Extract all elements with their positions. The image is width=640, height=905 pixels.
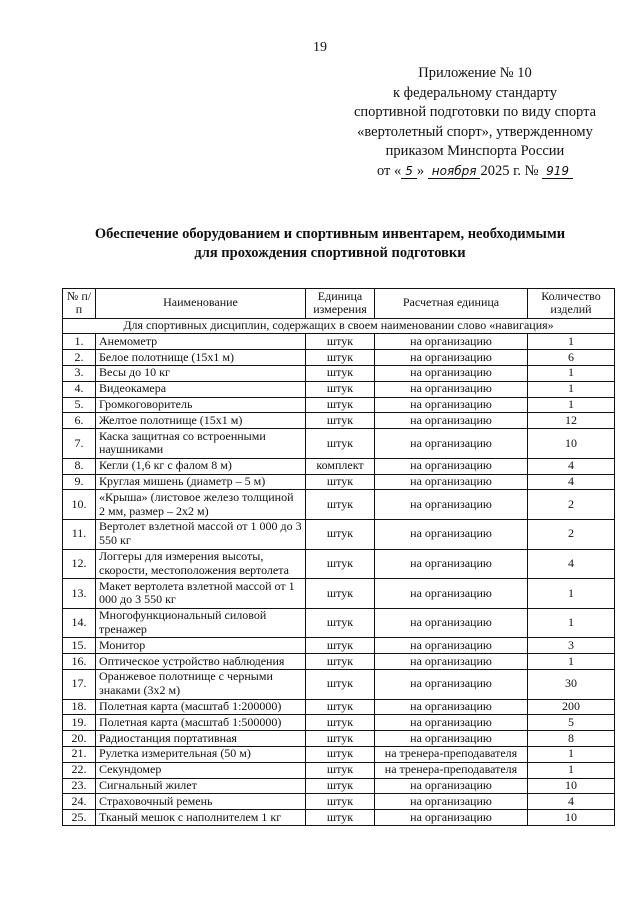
calc-unit: на организацию [375,731,528,747]
quantity: 10 [528,778,615,794]
table-row [63,746,615,762]
calc-unit: на организацию [375,458,528,474]
table-row [63,715,615,731]
unit: штук [306,715,375,731]
item-name: Сигнальный жилет [96,778,306,794]
row-number: 12. [63,549,96,579]
table-row [63,458,615,474]
calc-unit: на организацию [375,474,528,490]
calc-unit: на организацию [375,334,528,350]
calc-unit: на организацию [375,579,528,609]
date-mid: » [416,162,425,179]
calc-unit: на организацию [375,429,528,459]
calc-unit: на организацию [375,794,528,810]
calc-unit: на организацию [375,669,528,699]
table-row [63,778,615,794]
unit: штук [306,490,375,520]
calc-unit: на организацию [375,350,528,366]
calc-unit: на организацию [375,715,528,731]
section-title: Для спортивных дисциплин, содержащих в своем наименовании слово «навигация» [63,318,615,334]
header-quantity: Количество изделий [528,289,615,319]
header-unit: Единица измерения [306,289,375,319]
item-name: Полетная карта (масштаб 1:500000) [96,715,306,731]
unit: штук [306,334,375,350]
date-prefix: от « [376,162,402,179]
calc-unit: на организацию [375,397,528,413]
table-row [63,579,615,609]
row-number: 4. [63,381,96,397]
calc-unit: на организацию [375,638,528,654]
quantity: 30 [528,669,615,699]
quantity: 6 [528,350,615,366]
calc-unit: на организацию [375,490,528,520]
table-row [63,334,615,350]
row-number: 18. [63,699,96,715]
table-row [63,762,615,778]
table-row [63,638,615,654]
unit: штук [306,778,375,794]
row-number: 19. [63,715,96,731]
table-row [63,474,615,490]
row-number: 6. [63,413,96,429]
table-row [63,608,615,638]
calc-unit: на организацию [375,413,528,429]
table-row [63,350,615,366]
handwritten-order-number: 919 [542,164,573,179]
quantity: 200 [528,699,615,715]
quantity: 4 [528,474,615,490]
table-row [63,519,615,549]
quantity: 1 [528,381,615,397]
handwritten-month: ноября [428,164,481,179]
unit: штук [306,699,375,715]
row-number: 20. [63,731,96,747]
calc-unit: на организацию [375,519,528,549]
row-number: 10. [63,490,96,520]
header-number: № п/п [63,289,96,319]
table-row [63,549,615,579]
table-row [63,654,615,670]
table-row [63,429,615,459]
unit: штук [306,810,375,826]
row-number: 16. [63,654,96,670]
item-name: Кегли (1,6 кг с фалом 8 м) [96,458,306,474]
unit: штук [306,762,375,778]
unit: штук [306,397,375,413]
quantity: 5 [528,715,615,731]
item-name: Анемометр [96,334,306,350]
unit: штук [306,549,375,579]
item-name: Радиостанция портативная [96,731,306,747]
appendix-date-line [330,162,620,182]
title-line: для прохождения спортивной подготовки [194,245,466,261]
quantity: 4 [528,794,615,810]
unit: комплект [306,458,375,474]
unit: штук [306,474,375,490]
item-name: «Крыша» (листовое железо толщиной 2 мм, размер – 2х2 м) [96,490,306,520]
item-name: Оптическое устройство наблюдения [96,654,306,670]
calc-unit: на организацию [375,608,528,638]
item-name: Монитор [96,638,306,654]
unit: штук [306,638,375,654]
quantity: 4 [528,549,615,579]
unit: штук [306,413,375,429]
header-name: Наименование [96,289,306,319]
table-row [63,397,615,413]
item-name: Желтое полотнище (15х1 м) [96,413,306,429]
row-number: 24. [63,794,96,810]
item-name: Страховочный ремень [96,794,306,810]
row-number: 9. [63,474,96,490]
table-row [63,381,615,397]
unit: штук [306,608,375,638]
date-year: 2025 г. № [480,162,539,179]
row-number: 13. [63,579,96,609]
section-row [63,318,615,334]
calc-unit: на организацию [375,778,528,794]
header-calc-unit: Расчетная единица [375,289,528,319]
appendix-line: спортивной подготовки по виду спорта [353,104,597,120]
item-name: Тканый мешок с наполнителем 1 кг [96,810,306,826]
calc-unit: на организацию [375,549,528,579]
row-number: 11. [63,519,96,549]
quantity: 2 [528,519,615,549]
unit: штук [306,429,375,459]
quantity: 10 [528,810,615,826]
item-name: Каска защитная со встроенными наушниками [96,429,306,459]
row-number: 8. [63,458,96,474]
item-name: Весы до 10 кг [96,365,306,381]
appendix-line: «вертолетный спорт», утвержденному [357,123,593,140]
row-number: 7. [63,429,96,459]
quantity: 2 [528,490,615,520]
row-number: 5. [63,397,96,413]
calc-unit: на организацию [375,654,528,670]
unit: штук [306,654,375,670]
quantity: 1 [528,579,615,609]
quantity: 1 [528,365,615,381]
row-number: 22. [63,762,96,778]
unit: штук [306,669,375,699]
appendix-line: Приложение № 10 [418,65,532,81]
row-number: 17. [63,669,96,699]
quantity: 1 [528,397,615,413]
handwritten-day: 5 [401,164,417,179]
quantity: 1 [528,608,615,638]
row-number: 21. [63,746,96,762]
item-name: Полетная карта (масштаб 1:200000) [96,699,306,715]
item-name: Круглая мишень (диаметр – 5 м) [96,474,306,490]
unit: штук [306,350,375,366]
table-row [63,669,615,699]
calc-unit: на организацию [375,699,528,715]
table-header-row [63,289,615,319]
title-line: Обеспечение оборудованием и спортивным инвентарем, необходимыми [94,226,566,242]
item-name: Белое полотнище (15х1 м) [96,350,306,366]
calc-unit: на организацию [375,381,528,397]
calc-unit: на организацию [375,365,528,381]
item-name: Секундомер [96,762,306,778]
unit: штук [306,381,375,397]
calc-unit: на тренера-преподавателя [375,746,528,762]
quantity: 1 [528,334,615,350]
item-name: Рулетка измерительная (50 м) [96,746,306,762]
page-number: 19 [313,40,327,55]
equipment-table [62,288,615,826]
appendix-line: к федеральному стандарту [393,84,557,101]
quantity: 8 [528,731,615,747]
item-name: Видеокамера [96,381,306,397]
row-number: 14. [63,608,96,638]
quantity: 3 [528,638,615,654]
appendix-header [330,64,620,181]
row-number: 3. [63,365,96,381]
table-row [63,731,615,747]
item-name: Многофункциональный силовой тренажер [96,608,306,638]
quantity: 12 [528,413,615,429]
table-row [63,413,615,429]
unit: штук [306,746,375,762]
unit: штук [306,365,375,381]
table-row [63,365,615,381]
item-name: Логгеры для измерения высоты, скорости, местоположения вертолета [96,549,306,579]
row-number: 1. [63,334,96,350]
row-number: 2. [63,350,96,366]
item-name: Вертолет взлетной массой от 1 000 до 3 550 кг [96,519,306,549]
quantity: 1 [528,746,615,762]
table-row [63,490,615,520]
quantity: 4 [528,458,615,474]
item-name: Макет вертолета взлетной массой от 1 000 до 3 550 кг [96,579,306,609]
quantity: 1 [528,762,615,778]
calc-unit: на тренера-преподавателя [375,762,528,778]
quantity: 1 [528,654,615,670]
item-name: Громкоговоритель [96,397,306,413]
item-name: Оранжевое полотнище с черными знаками (3х2 м) [96,669,306,699]
document-title [40,225,620,263]
calc-unit: на организацию [375,810,528,826]
row-number: 25. [63,810,96,826]
quantity: 10 [528,429,615,459]
unit: штук [306,731,375,747]
table-row [63,810,615,826]
row-number: 23. [63,778,96,794]
unit: штук [306,519,375,549]
unit: штук [306,794,375,810]
unit: штук [306,579,375,609]
table-row [63,794,615,810]
table-row [63,699,615,715]
appendix-line: приказом Минспорта России [385,143,565,159]
row-number: 15. [63,638,96,654]
